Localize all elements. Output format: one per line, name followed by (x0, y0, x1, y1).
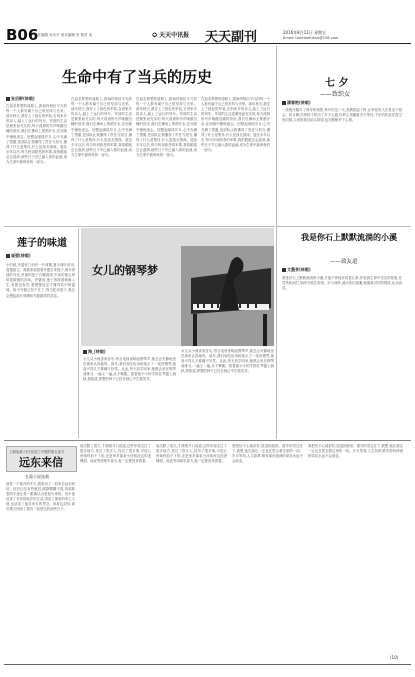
author-marker-icon (6, 254, 10, 258)
feature-image (81, 228, 274, 346)
bottom-column-3: 他沉默了很久,才缓缓开口说道,这些年他走过了很多地方,见过了很多人,经历了很多事,可是心里始终放不下的,还是家乡那条小河和河边的老槐树。他说等到明年春天,他一定要回来看看。 (156, 444, 227, 464)
bottom-edge-rule (4, 664, 411, 665)
article1-author: 张后野(转载) (6, 96, 35, 101)
bottom-column-5: 我把信小心地折好,放进抽屉里。窗外的雪还在下,我想,他在那边一定也在思念着这里的一切。岁月匆匆,人生如梦,唯有那份深深的牵挂永远不会改变。 (308, 444, 403, 459)
story-kicker: 上期连载:马氏传说之中国的第五部分 (9, 450, 65, 454)
story-body: 那是一个寒冷的冬天,我收到了一封来自远东的信。信封已经有些破旧,邮戳模糊不清,但那熟悉的字迹让我一眼就认出是他写来的。信中他讲述了在异国他乡的生活,讲述了那里的风土人情,也讲述了他对家乡的思念。读着这封信,我仿佛又回到了我们一起度过的那些日子。 (6, 482, 75, 512)
newspaper-logo (152, 30, 189, 39)
article3-column-1: 女儿从小就喜欢音乐,每当电视里响起钢琴声,她总会安静地坐在那里认真地听。那年,我们省吃俭用给她买了一架旧钢琴,她高兴得几天都睡不好觉。从此,每天放学回家,她都会坐在钢琴前练习,一遍又一遍,从不喊累。看着她小小的手指在琴键上跳跃,我知道,梦想的种子已经在她心中生根发芽。 (83, 357, 176, 382)
section-divider-top (4, 226, 275, 227)
poem1-subtitle: ——致织女 (320, 91, 351, 98)
article2-title: 莲子的味道 (17, 238, 67, 249)
section-divider-bottom (4, 440, 411, 441)
poem1-title: 七 夕 (325, 78, 349, 89)
right-column-rule (276, 46, 277, 439)
header-meta: 责任编辑 吴永平 美术编辑 安 校对 吴 (34, 33, 93, 37)
header-date: 2016年8月11日 星期五 (283, 30, 327, 35)
article1-column-4: 在追求梦想的道路上,我始终相信平凡的每一个人都有属于自己的坚持与光荣。那年秋天,我穿上了绿色的军装,告别家乡的亲人,踏上了远行的列车。军营的生活是紧张而充实的,每天清晨的号声唤醒沉睡的营房,我们在操场上挥洒汗水,在训练中锤炼意志。回想起那段岁月,心中充满了感激,是部队让我懂得了责任与担当,懂得了什么是集体,什么是战友情深。退伍多年以后,每当听到熟悉的军歌,我的眼眶总会湿润,那些日子早已融入我的血液,成为生命中最珍贵的一部分。 (201, 97, 270, 152)
article1-column-2: 在追求梦想的道路上,我始终相信平凡的每一个人都有属于自己的坚持与光荣。那年秋天,我穿上了绿色的军装,告别家乡的亲人,踏上了远行的列车。军营的生活是紧张而充实的,每天清晨的号声唤醒沉睡的营房,我们在操场上挥洒汗水,在训练中锤炼意志。回想起那段岁月,心中充满了感激,是部队让我懂得了责任与担当,懂得了什么是集体,什么是战友情深。退伍多年以后,每当听到熟悉的军歌,我的眼眶总会湿润,那些日子早已融入我的血液,成为生命中最珍贵的一部分。 (71, 97, 132, 158)
poem2-subtitle: ——致友道 (330, 259, 358, 265)
page-reference: (10) (390, 655, 399, 660)
poem2-author: 文墨茶(转载) (282, 267, 311, 272)
article2-rule (78, 228, 79, 438)
logo-mark-icon: ✪ (152, 32, 158, 39)
author-marker-icon (282, 101, 286, 105)
section-divider-right (277, 226, 411, 227)
piano-silhouette-icon (81, 228, 274, 346)
article3-column-2: 女儿从小就喜欢音乐,每当电视里响起钢琴声,她总会安静地坐在那里认真地听。那年,我们省吃俭用给她买了一架旧钢琴,她高兴得几天都睡不好觉。从此,每天放学回家,她都会坐在钢琴前练习,一遍又一遍,从不喊累。看着她小小的手指在琴键上跳跃,我知道,梦想的种子已经在她心中生根发芽。 (181, 349, 274, 374)
section-title: 天天副刊 (205, 30, 258, 45)
author-marker-icon (6, 97, 10, 101)
page-number: B06 (6, 26, 39, 44)
article3-author: 海_(转载) (83, 349, 106, 354)
bottom-column-4: 我把信小心地折好,放进抽屉里。窗外的雪还在下,我想,他在那边一定也在思念着这里的一切。岁月匆匆,人生如梦,唯有那份深深的牵挂永远不会改变。 (232, 444, 303, 464)
article1-title: 生命中有了当兵的历史 (62, 68, 213, 86)
newspaper-name: 天天中讯报 (159, 32, 190, 39)
story-title: 远东来信 (19, 456, 63, 469)
author-marker-icon (282, 268, 286, 272)
article1-column-1: 在追求梦想的道路上,我始终相信平凡的每一个人都有属于自己的坚持与光荣。那年秋天,我穿上了绿色的军装,告别家乡的亲人,踏上了远行的列车。军营的生活是紧张而充实的,每天清晨的号声唤醒沉睡的营房,我们在操场上挥洒汗水,在训练中锤炼意志。回想起那段岁月,心中充满了感激,是部队让我懂得了责任与担当,懂得了什么是集体,什么是战友情深。退伍多年以后,每当听到熟悉的军歌,我的眼眶总会湿润,那些日子早已融入我的血液,成为生命中最珍贵的一部分。 (6, 104, 67, 165)
story-author: 长篇小说选载 (25, 474, 49, 479)
header-rule (4, 43, 411, 44)
author-marker-icon (83, 350, 87, 354)
feature-image-title: 女儿的钢琴梦 (92, 264, 158, 277)
poem2-body: 我是你石上默默流淌的小溪,日夜不停地诉说着心事,你是我生命中坚实的依靠,任凭风吹雨打,始终守候在那里。岁月流转,溪水依旧清澈,就像我对你的情谊,从未改变。 (282, 276, 402, 291)
header-email: Email: tiantianfukan@126.com (283, 36, 339, 40)
story-box (6, 446, 77, 472)
poem1-body: 一条银河隔开了两岸的相思,每年的这一天,喜鹊搭起了桥,让牵挂的人在星光下相会。织女啊,你的梭子织出了多少云霞,你的心里藏着多少等待,千年的传说在夜空里闪烁,人间的我们抬头仰望,也在默默许下心愿。 (282, 108, 402, 123)
article1-column-3: 在追求梦想的道路上,我始终相信平凡的每一个人都有属于自己的坚持与光荣。那年秋天,我穿上了绿色的军装,告别家乡的亲人,踏上了远行的列车。军营的生活是紧张而充实的,每天清晨的号声唤醒沉睡的营房,我们在操场上挥洒汗水,在训练中锤炼意志。回想起那段岁月,心中充满了感激,是部队让我懂得了责任与担当,懂得了什么是集体,什么是战友情深。退伍多年以后,每当听到熟悉的军歌,我的眼眶总会湿润,那些日子早已融入我的血液,成为生命中最珍贵的一部分。 (136, 97, 197, 158)
poem2-title: 我是你石上默默流淌的小溪 (301, 233, 397, 242)
poem1-author: 潘春艳(转载) (282, 100, 311, 105)
bottom-column-2: 他沉默了很久,才缓缓开口说道,这些年他走过了很多地方,见过了很多人,经历了很多事,可是心里始终放不下的,还是家乡那条小河和河边的老槐树。他说等到明年春天,他一定要回来看看。 (80, 444, 151, 464)
article2-author: 崔强(转载) (6, 253, 31, 258)
article2-body: 小时候,外婆家门前有一片荷塘,夏天荷叶田田,莲蓬挺立。我最喜欢跟着外婆去采莲子,剥开青绿的外壳,里面的莲子白嫩清甜,中间的莲心却带着微微的苦味。外婆说,莲子的味道就像人生,有甜也有苦,要慢慢品尝才懂得其中的滋味。如今外婆已经不在了,每当吃到莲子,我总会想起那片荷塘和外婆慈祥的笑容。 (6, 263, 75, 298)
